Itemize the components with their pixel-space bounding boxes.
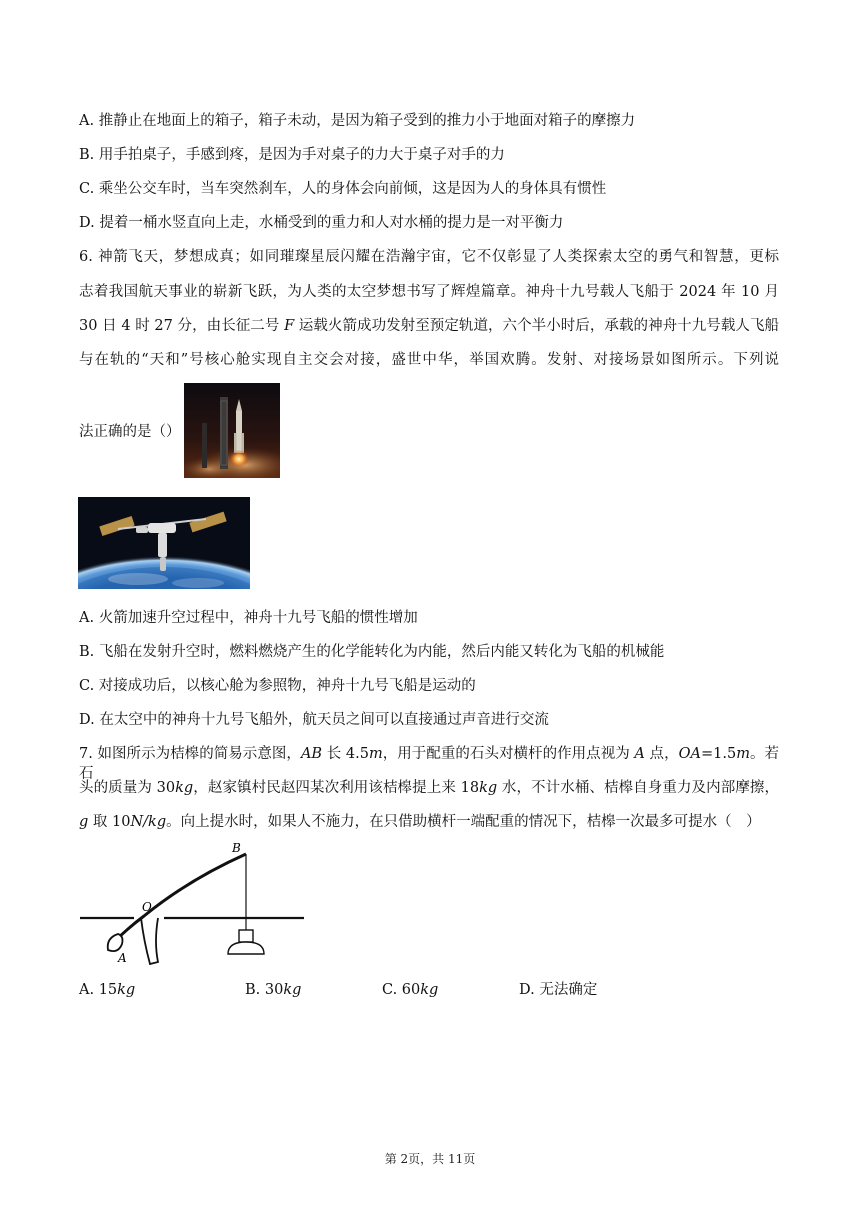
page-footer: 第 2页，共 11页 <box>384 1152 476 1166</box>
rocket-launch-image <box>184 383 280 478</box>
q5-option-a: A. 推静止在地面上的箱子，箱子未动，是因为箱子受到的推力小于地面对箱子的摩擦力 <box>79 113 636 129</box>
q5-option-b: B. 用手拍桌子，手感到疼，是因为手对桌子的力大于桌子对手的力 <box>79 147 505 163</box>
q6-stem-line-4: 与在轨的“天和”号核心舱实现自主交会对接，盛世中华，举国欢腾。发射、对接场景如图所示。下列说 <box>79 352 779 368</box>
q6-option-a: A. 火箭加速升空过程中，神舟十九号飞船的惯性增加 <box>79 610 418 626</box>
label-a: A <box>118 951 127 965</box>
q7-option-c: C. 60kg <box>382 982 439 998</box>
q7-stem-line-3: g 取 10N/kg。向上提水时，如果人不施力，在只借助横杆一端配重的情况下，桔槔一次最多可提水（ ） <box>79 814 761 830</box>
lever-diagram <box>78 838 310 970</box>
q5-option-c: C. 乘坐公交车时，当车突然刹车，人的身体会向前倾，这是因为人的身体具有惯性 <box>79 181 607 197</box>
counterweight-stone <box>108 934 123 951</box>
q6-stem-line-2: 志着我国航天事业的崭新飞跃，为人类的太空梦想书写了辉煌篇章。神舟十九号载人飞船于 2024 年 10 月 <box>79 284 779 300</box>
q6-stem-line-1: 6. 神箭飞天，梦想成真；如同璀璨星辰闪耀在浩瀚宇宙，它不仅彰显了人类探索太空的勇气和智慧，更标 <box>79 249 779 265</box>
q6-stem-line-5: 法正确的是（） <box>79 424 181 440</box>
q5-option-d: D. 提着一桶水竖直向上走，水桶受到的重力和人对水桶的提力是一对平衡力 <box>79 215 564 231</box>
q6-option-b: B. 飞船在发射升空时，燃料燃烧产生的化学能转化为内能，然后内能又转化为飞船的机械能 <box>79 644 665 660</box>
support-post <box>141 918 158 964</box>
label-o: O <box>142 900 152 914</box>
q7-stem-line-1: 7. 如图所示为桔槔的简易示意图，AB 长 4.5m，用于配重的石头对横杆的作用点视为 A 点，OA=1.5m。若石 <box>79 746 780 782</box>
label-b: B <box>232 841 241 855</box>
q7-option-a: A. 15kg <box>79 982 136 998</box>
q7-option-b: B. 30kg <box>245 982 302 998</box>
bucket-base <box>228 942 264 954</box>
q7-stem-line-2: 头的质量为 30kg，赵家镇村民赵四某次利用该桔槔提上来 18kg 水，不计水桶、桔槔自身重力及内部摩擦， <box>79 780 779 796</box>
q7-option-d: D. 无法确定 <box>519 982 598 998</box>
space-station-image <box>78 497 250 589</box>
q6-option-c: C. 对接成功后，以核心舱为参照物，神舟十九号飞船是运动的 <box>79 678 476 694</box>
lever-beam <box>114 854 246 942</box>
bucket-top <box>239 930 253 942</box>
q6-stem-line-3: 30 日 4 时 27 分，由长征二号 F 运载火箭成功发射至预定轨道，六个半小时后，承载的神舟十九号载人飞船 <box>79 318 779 334</box>
q6-option-d: D. 在太空中的神舟十九号飞船外，航天员之间可以直接通过声音进行交流 <box>79 712 549 728</box>
